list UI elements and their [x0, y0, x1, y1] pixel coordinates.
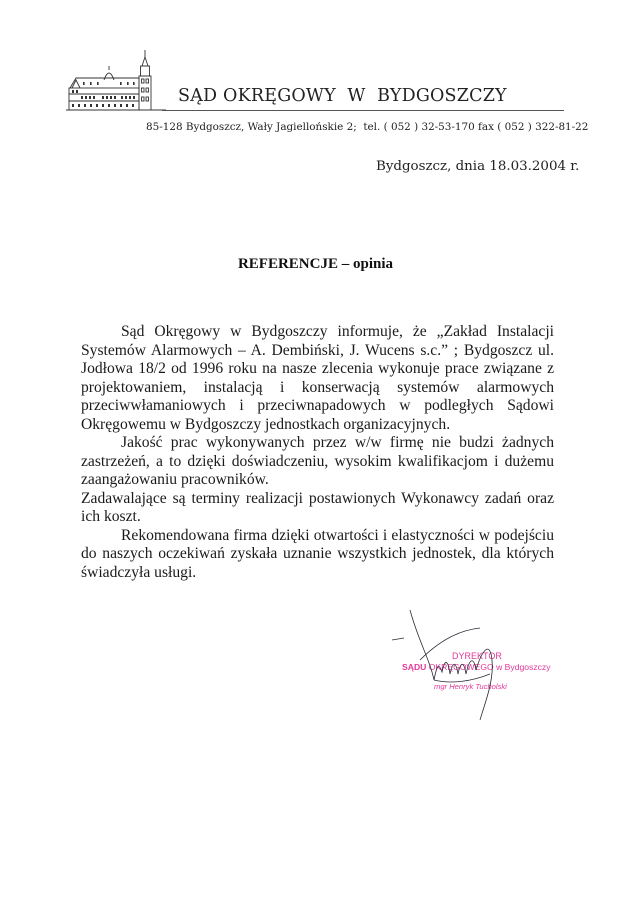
court-name: SĄD OKRĘGOWY W BYDGOSZCZY — [178, 86, 507, 106]
stamp-signatory: mgr Henryk Tucholski — [434, 682, 507, 691]
letterhead — [66, 42, 566, 122]
paragraph-intro: Sąd Okręgowy w Bydgoszczy informuje, że „Zakład Instalacji Systemów Alarmowych – A. Dembiński, J. Wucens s.c.” ; Bydgoszcz ul. Jodłowa 18/2 od 1996 roku na nasze zlecenia wykonuje prace związane z projektowaniem, instalacją i konserwacją systemów alarmowych przeciwwłamaniowych i przeciwnapadowych w podległych Sądowi Okręgowemu w Bydgoszczy jednostkach organizacyjnych. — [81, 323, 554, 433]
handwritten-signature-icon — [390, 600, 580, 730]
header-divider — [162, 110, 564, 111]
paragraph-terms: Zadawalające są terminy realizacji postawionych Wykonawcy zadań oraz ich koszt. — [81, 489, 554, 525]
stamp-institution-rest: OKRĘGOWEGO w Bydgoszczy — [426, 662, 551, 672]
date-line: Bydgoszcz, dnia 18.03.2004 r. — [376, 159, 580, 174]
stamp-role: DYREKTOR — [452, 651, 502, 661]
signature-block — [390, 600, 580, 730]
document-title: REFERENCJE – opinia — [237, 256, 394, 272]
court-building-icon — [66, 48, 166, 114]
paragraph-quality: Jakość prac wykonywanych przez w/w firmę nie budzi żadnych zastrzeżeń, a to dzięki doświadczeniu, wysokim kwalifikacjom i dużemu zaangażowaniu pracowników. — [81, 434, 554, 488]
stamp-institution-bold: SĄDU — [402, 662, 427, 672]
court-address: 85-128 Bydgoszcz, Wały Jagiellońskie 2; tel. ( 052 ) 32-53-170 fax ( 052 ) 322-81-22 — [146, 121, 589, 133]
paragraph-recommendation: Rekomendowana firma dzięki otwartości i elastyczności w podejściu do naszych oczekiwań zyskała uznanie wszystkich jednostek, dla których świadczyła usługi. — [81, 526, 554, 581]
letter-body — [81, 323, 554, 582]
